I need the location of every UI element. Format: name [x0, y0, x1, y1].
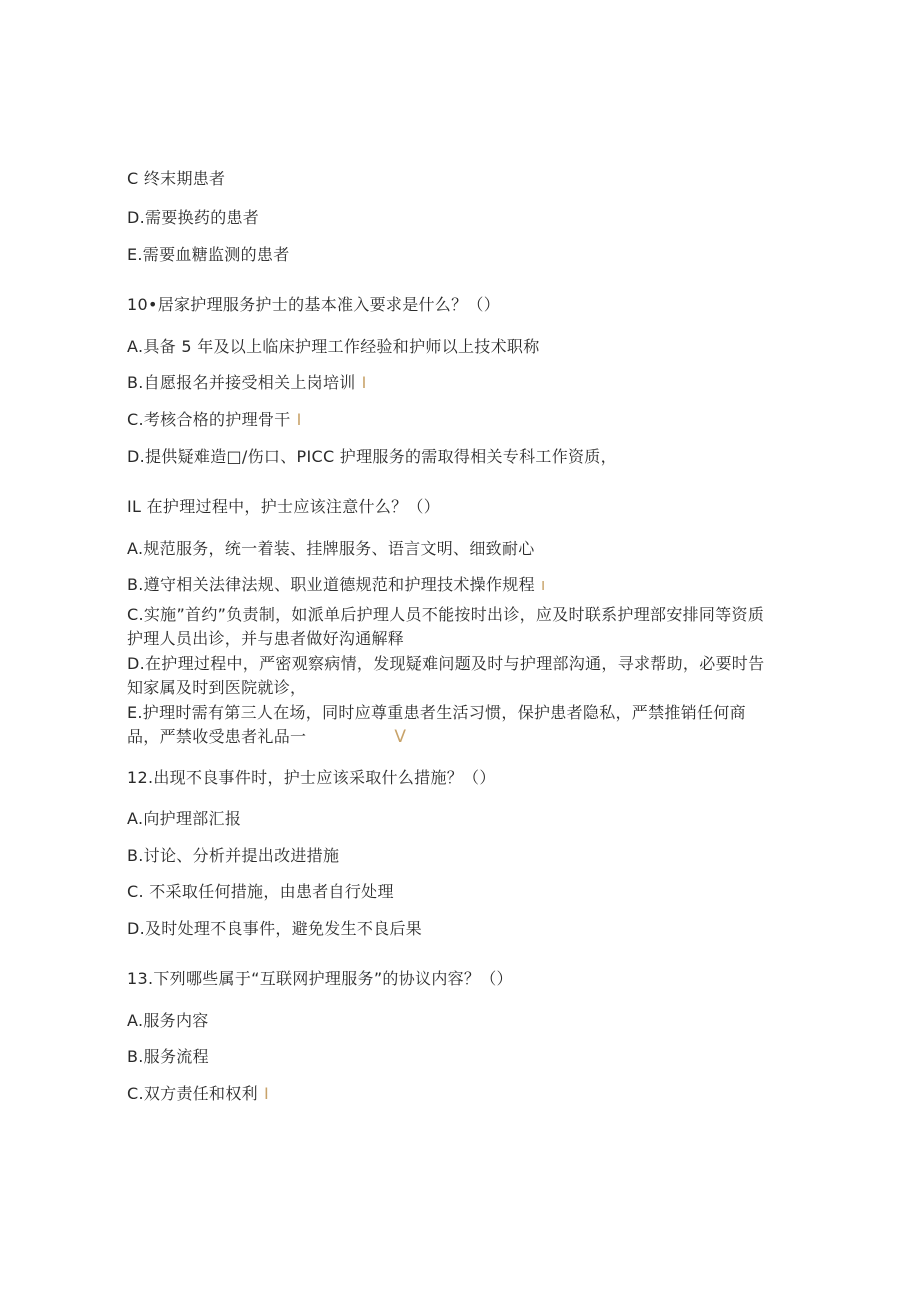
option-text: C. 不采取任何措施，由患者自行处理 [127, 882, 394, 901]
question-text: 12.出现不良事件时，护士应该采取什么措施？（） [127, 768, 496, 787]
option-text: A.向护理部汇报 [127, 809, 242, 828]
q12-option-a [127, 808, 241, 830]
q12-option-c [127, 881, 394, 903]
q10-option-d [127, 446, 617, 468]
option-text: C.实施”首约”负责制，如派单后护理人员不能按时出诊，应及时联系护理部安排同等资质护理人员出诊，并与患者做好沟通解释 [127, 605, 765, 648]
question-text: IL 在护理过程中，护士应该注意什么？（） [127, 497, 441, 516]
option-text: A.服务内容 [127, 1011, 209, 1030]
q10-option-b [127, 372, 367, 394]
q9-option-d [127, 207, 259, 229]
option-text: B.讨论、分析并提出改进措施 [127, 846, 340, 865]
q12-option-d [127, 918, 422, 940]
option-text: B.自愿报名并接受相关上岗培训 [127, 373, 356, 392]
option-text: A.具备 5 年及以上临床护理工作经验和护师以上技术职称 [127, 337, 540, 356]
q11-option-a [127, 538, 535, 560]
q10-stem [127, 294, 500, 316]
option-text: D.在护理过程中，严密观察病情，发现疑难问题及时与护理部沟通，寻求帮助，必要时告知家属及时到医院就诊， [127, 654, 765, 697]
option-text: E.护理时需有第三人在场，同时应尊重患者生活习惯，保护患者隐私，严禁推销任何商品，严禁收受患者礼品一 [127, 703, 746, 746]
q10-option-a [127, 336, 540, 358]
answer-mark: I [296, 410, 302, 429]
q11-option-b [127, 574, 546, 596]
option-text: B.遵守相关法律法规、职业道德规范和护理技术操作规程 [127, 575, 535, 594]
q13-option-a [127, 1010, 209, 1032]
option-text: C 终末期患者 [127, 169, 226, 188]
q11-stem [127, 496, 440, 518]
option-text: D.及时处理不良事件，避免发生不良后果 [127, 919, 423, 938]
q12-stem [127, 767, 496, 789]
q12-option-b [127, 845, 339, 867]
q11-option-c [127, 603, 777, 651]
q13-option-c [127, 1083, 269, 1105]
answer-mark: I [361, 373, 367, 392]
option-text: A.规范服务，统一着装、挂牌服务、语言文明、细致耐心 [127, 539, 535, 558]
question-text: 10•居家护理服务护士的基本准入要求是什么？（） [127, 295, 500, 314]
q9-option-c [127, 168, 225, 190]
option-text: D.需要换药的患者 [127, 208, 260, 227]
q10-option-c [127, 409, 302, 431]
question-text: 13.下列哪些属于“互联网护理服务”的协议内容？（） [127, 969, 513, 988]
option-text: D.提供疑难造□/伤口、PICC 护理服务的需取得相关专科工作资质， [127, 447, 617, 466]
option-text: C.考核合格的护理骨干 [127, 410, 291, 429]
q13-option-b [127, 1046, 209, 1068]
option-text: B.服务流程 [127, 1047, 209, 1066]
q13-stem [127, 968, 513, 990]
answer-mark: I [263, 1084, 269, 1103]
q11-option-e [127, 701, 777, 749]
option-text: C.双方责任和权利 [127, 1084, 258, 1103]
answer-mark: V [394, 727, 407, 747]
answer-mark: ı [540, 575, 546, 594]
q9-option-e [127, 244, 290, 266]
option-text: E.需要血糖监测的患者 [127, 245, 290, 264]
q11-option-d [127, 652, 777, 700]
